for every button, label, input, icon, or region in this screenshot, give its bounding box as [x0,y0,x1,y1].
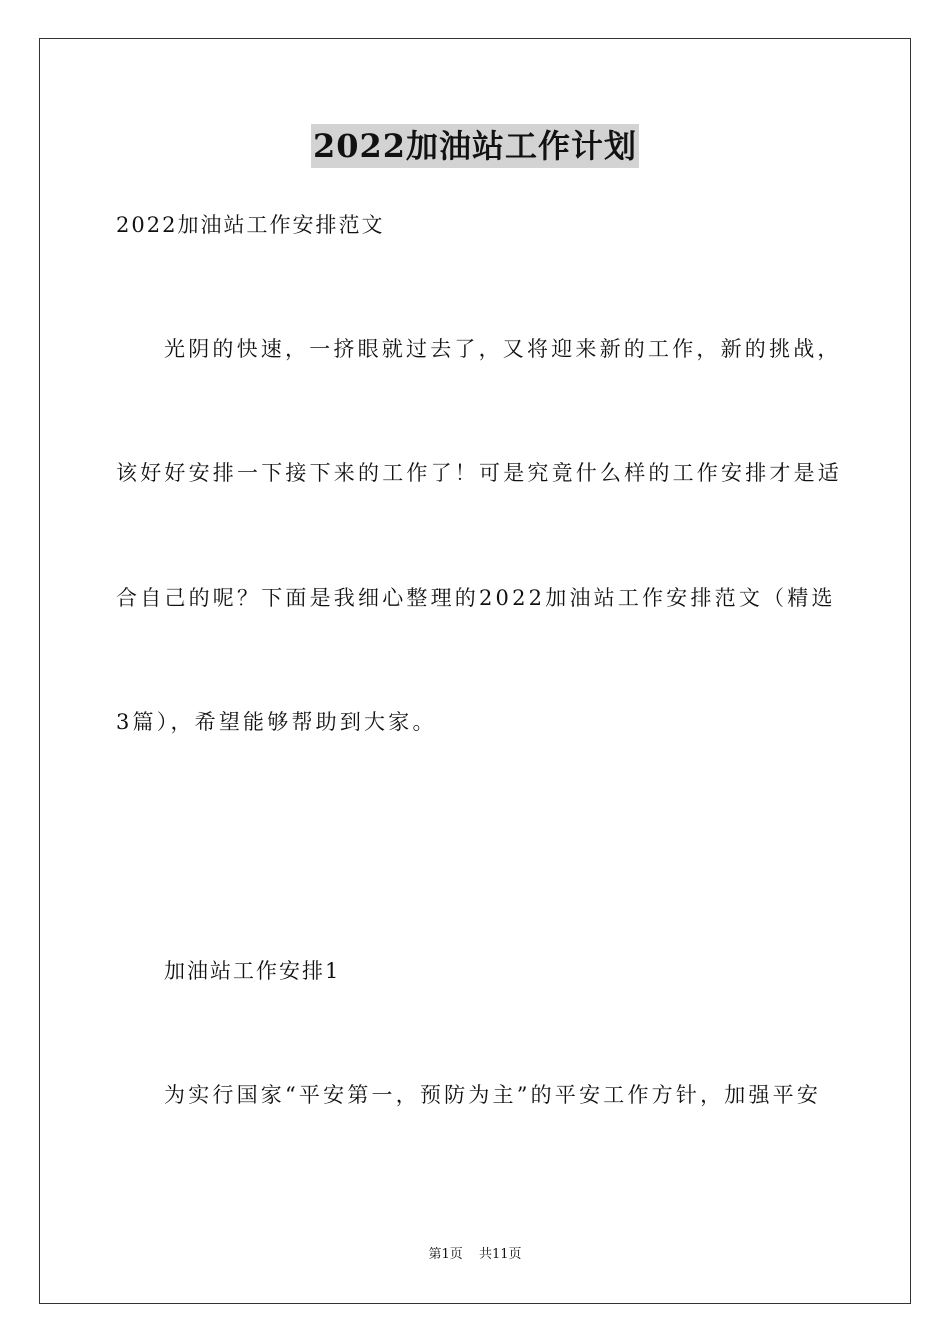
intro-line-4: 3篇），希望能够帮助到大家。 [116,710,437,734]
section-heading: 加油站工作安排1 [164,959,341,983]
document-subtitle: 2022加油站工作安排范文 [116,213,385,237]
title-container [0,124,950,168]
intro-line-2: 该好好安排一下接下来的工作了！可是究竟什么样的工作安排才是适 [116,461,842,485]
page-footer [0,1246,950,1264]
page-total: 共11页 [478,1247,522,1262]
page-number: 第1页 [428,1247,463,1262]
document-title: 2022加油站工作计划 [311,124,639,168]
intro-line-3: 合自己的呢？下面是我细心整理的2022加油站工作安排范文（精选 [116,586,836,610]
intro-line-1: 光阴的快速，一挤眼就过去了，又将迎来新的工作，新的挑战， [164,337,842,361]
section-line-1: 为实行国家“平安第一，预防为主”的平安工作方针，加强平安 [164,1083,822,1107]
